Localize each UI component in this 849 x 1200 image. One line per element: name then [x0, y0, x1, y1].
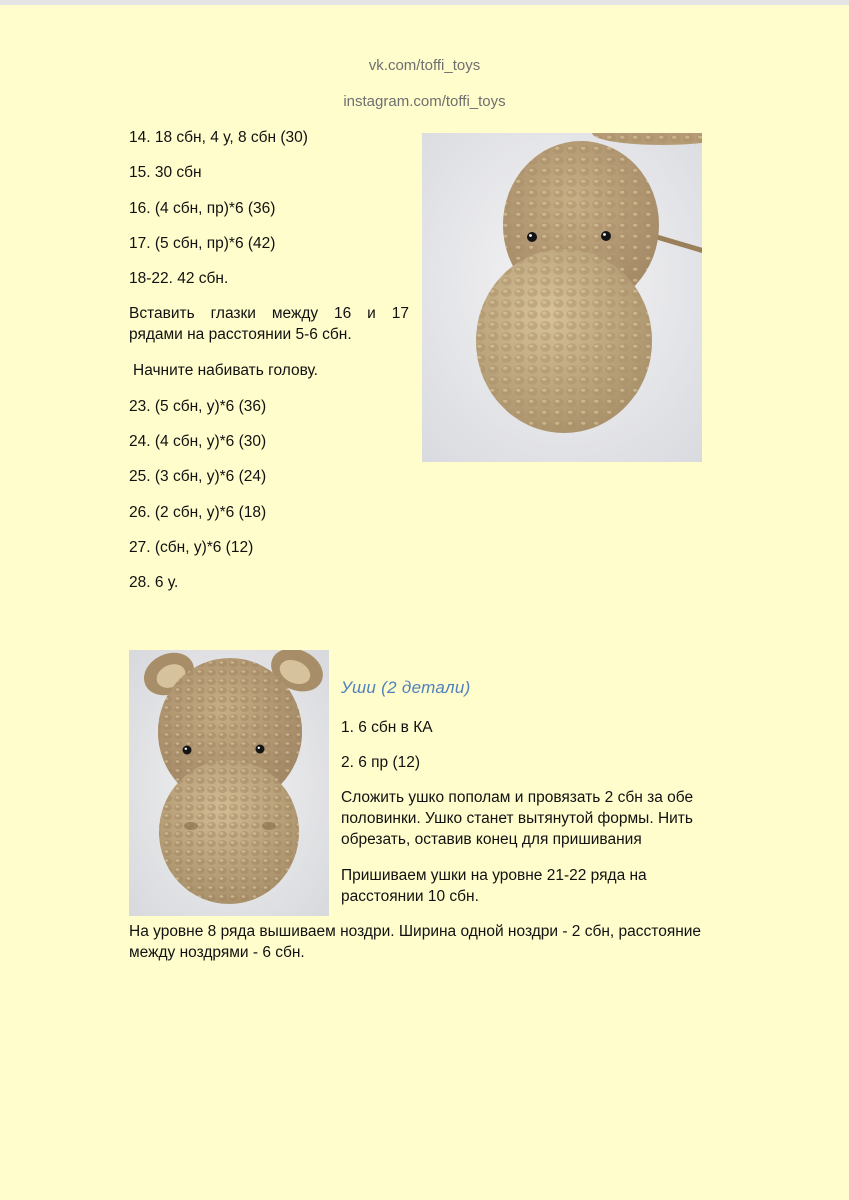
instagram-link[interactable]: instagram.com/toffi_toys	[343, 93, 506, 110]
stuff-instruction: Начните набивать голову.	[133, 362, 318, 379]
hippo-head-photo	[422, 133, 702, 462]
row-24: 24. (4 сбн, у)*6 (30)	[129, 433, 267, 450]
row-14: 14. 18 сбн, 4 у, 8 сбн (30)	[129, 129, 308, 146]
row-15: 15. 30 сбн	[129, 164, 202, 181]
ears-attach-instruction: Пришиваем ушки на уровне 21-22 ряда на расстоянии 10 сбн.	[341, 867, 647, 905]
ears-row-2: 2. 6 пр (12)	[341, 754, 421, 771]
row-17: 17. (5 сбн, пр)*6 (42)	[129, 235, 276, 252]
row-25: 25. (3 сбн, у)*6 (24)	[129, 468, 267, 485]
row-16: 16. (4 сбн, пр)*6 (36)	[129, 200, 276, 217]
ears-row-1: 1. 6 сбн в КА	[341, 719, 433, 736]
nostrils-instruction: На уровне 8 ряда вышиваем ноздри. Ширина одной ноздри - 2 сбн, расстояние между ноздрями - 6 сбн.	[129, 923, 702, 961]
row-28: 28. 6 у.	[129, 574, 179, 591]
row-27: 27. (сбн, у)*6 (12)	[129, 539, 254, 556]
row-26: 26. (2 сбн, у)*6 (18)	[129, 504, 267, 521]
eyes-instruction: Вставить глазки между 16 и 17 рядами на расстоянии 5-6 сбн.	[129, 305, 409, 343]
ears-heading: Уши (2 детали)	[341, 678, 471, 697]
hippo-ears-photo	[129, 650, 329, 916]
vk-link[interactable]: vk.com/toffi_toys	[368, 57, 481, 74]
ears-fold-instruction: Сложить ушко пополам и провязать 2 сбн за обе половинки. Ушко станет вытянутой формы. Нить обрезать, оставив конец для пришивания	[341, 789, 694, 848]
row-23: 23. (5 сбн, у)*6 (36)	[129, 398, 267, 415]
row-18-22: 18-22. 42 сбн.	[129, 270, 229, 287]
top-strip	[0, 0, 849, 5]
